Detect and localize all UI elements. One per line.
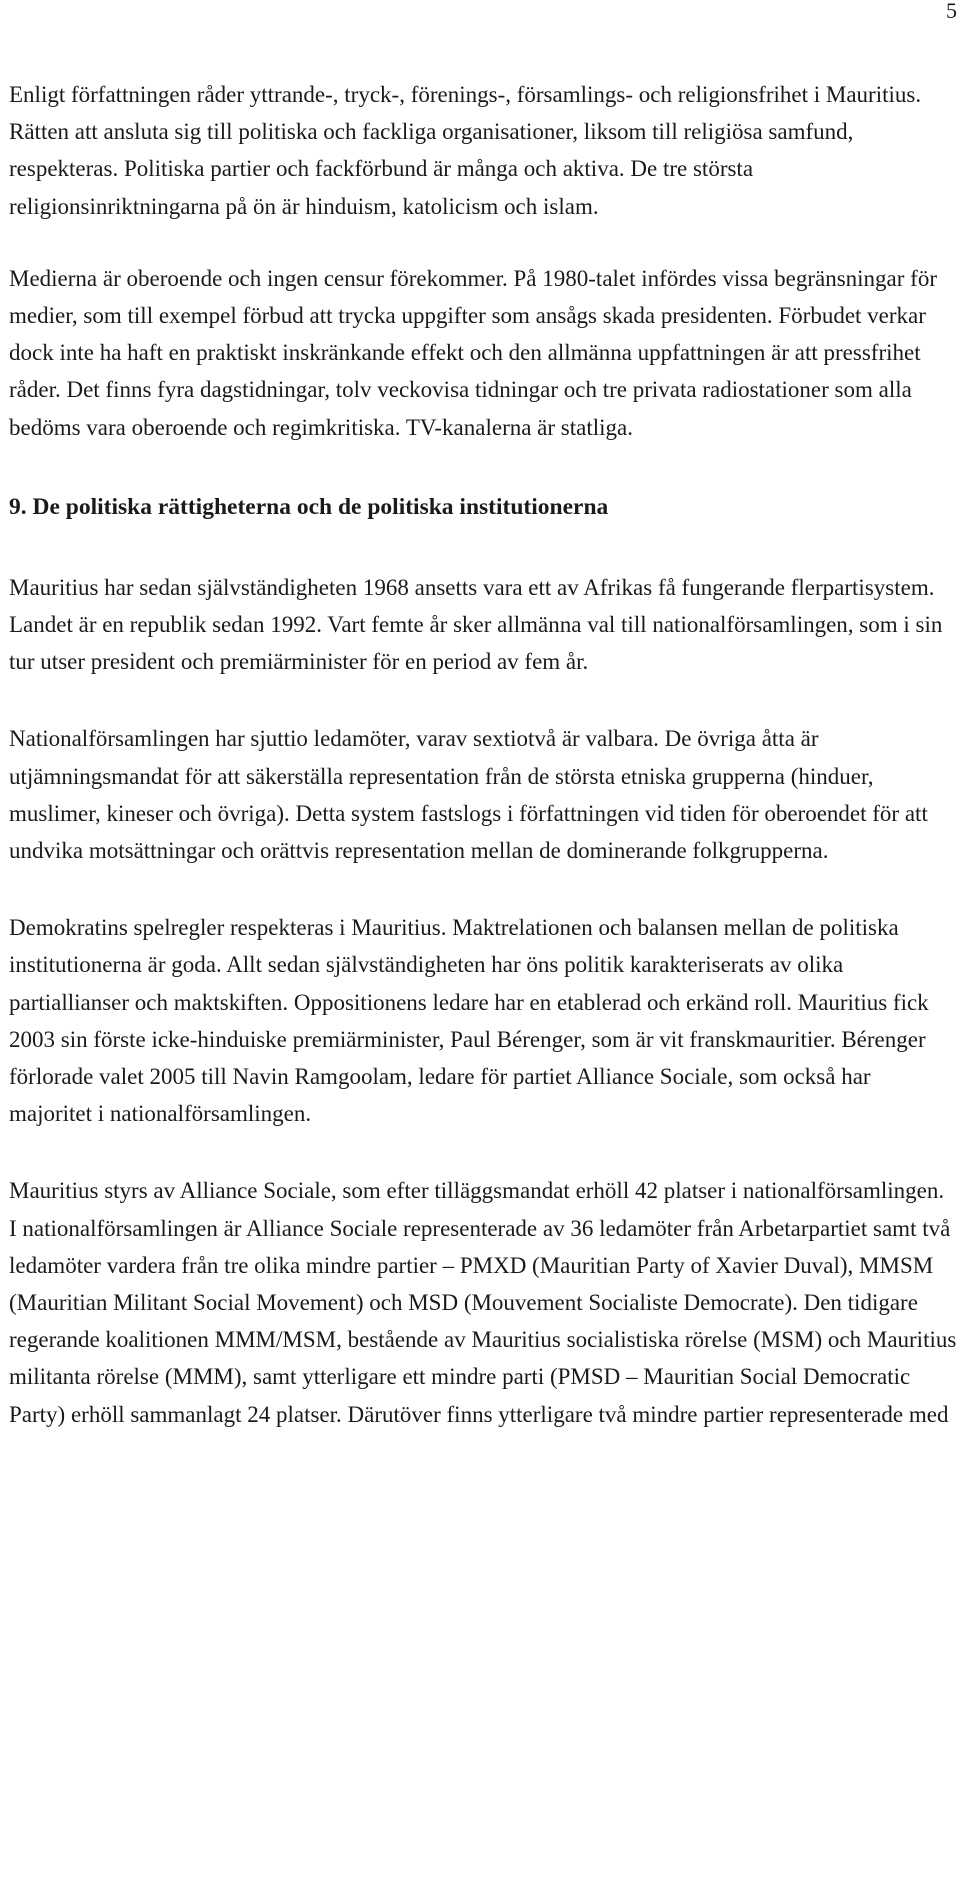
section-heading: 9. De politiska rättigheterna och de politiska institutionerna [9,493,609,520]
paragraph-democracy-rules: Demokratins spelregler respekteras i Mauritius. Maktrelationen och balansen mellan de politiska institutionerna är goda. Allt sedan självständigheten har öns politik karakteriserats av olika partiallianser och maktskiften. Oppositionens ledare har en etablerad och erkänd roll. Mauritius fick 2003 sin förste icke-hinduiske premiärminister, Paul Bérenger, som är vit franskmauritier. Bérenger förlorade valet 2005 till Navin Ramgoolam, ledare för partiet Alliance Sociale, som också har majoritet i nationalförsamlingen. [9,915,929,1127]
page-number: 5 [946,0,957,23]
document-body [9,76,957,1433]
paragraph-freedoms: Enligt författningen råder yttrande-, tryck-, förenings-, församlings- och religionsfrihet i Mauritius. Rätten att ansluta sig till politiska och fackliga organisationer, liksom till religiösa samfund, respekteras. Politiska partier och fackförbund är många och aktiva. De tre största religionsinriktningarna på ön är hinduism, katolicism och islam. [9,82,922,219]
paragraph-government: Mauritius styrs av Alliance Sociale, som efter tilläggsmandat erhöll 42 platser i nationalförsamlingen. I nationalförsamlingen är Alliance Sociale representerade av 36 ledamöter från Arbetarpartiet samt två ledamöter vardera från tre olika mindre partier – PMXD (Mauritian Party of Xavier Duval), MMSM (Mauritian Militant Social Movement) och MSD (Mouvement Socialiste Democrate). Den tidigare regerande koalitionen MMM/MSM, bestående av Mauritius socialistiska rörelse (MSM) och Mauritius militanta rörelse (MMM), samt ytterligare ett mindre parti (PMSD – Mauritian Social Democratic Party) erhöll sammanlagt 24 platser. Därutöver finns ytterligare två mindre partier representerade med [9,1178,957,1427]
paragraph-media: Medierna är oberoende och ingen censur förekommer. På 1980-talet infördes vissa begränsningar för medier, som till exempel förbud att trycka uppgifter som ansågs skada presidenten. Förbudet verkar dock inte ha haft en praktiskt inskränkande effekt och den allmänna uppfattningen är att pressfrihet råder. Det finns fyra dagstidningar, tolv veckovisa tidningar och tre privata radiostationer som alla bedöms vara oberoende och regimkritiska. TV-kanalerna är statliga. [9,265,937,440]
paragraph-national-assembly: Nationalförsamlingen har sjuttio ledamöter, varav sextiotvå är valbara. De övriga åtta är utjämningsmandat för att säkerställa representation från de största etniska grupperna (hinduer, muslimer, kineser och övriga). Detta system fastslogs i författningen vid tiden för oberoendet för att undvika motsättningar och orättvis representation mellan de dominerande folkgrupperna. [9,726,928,864]
paragraph-multiparty: Mauritius har sedan självständigheten 1968 ansetts vara ett av Afrikas få fungerande flerpartisystem. Landet är en republik sedan 1992. Vart femte år sker allmänna val till nationalförsamlingen, som i sin tur utser president och premiärminister för en period av fem år. [9,574,943,675]
